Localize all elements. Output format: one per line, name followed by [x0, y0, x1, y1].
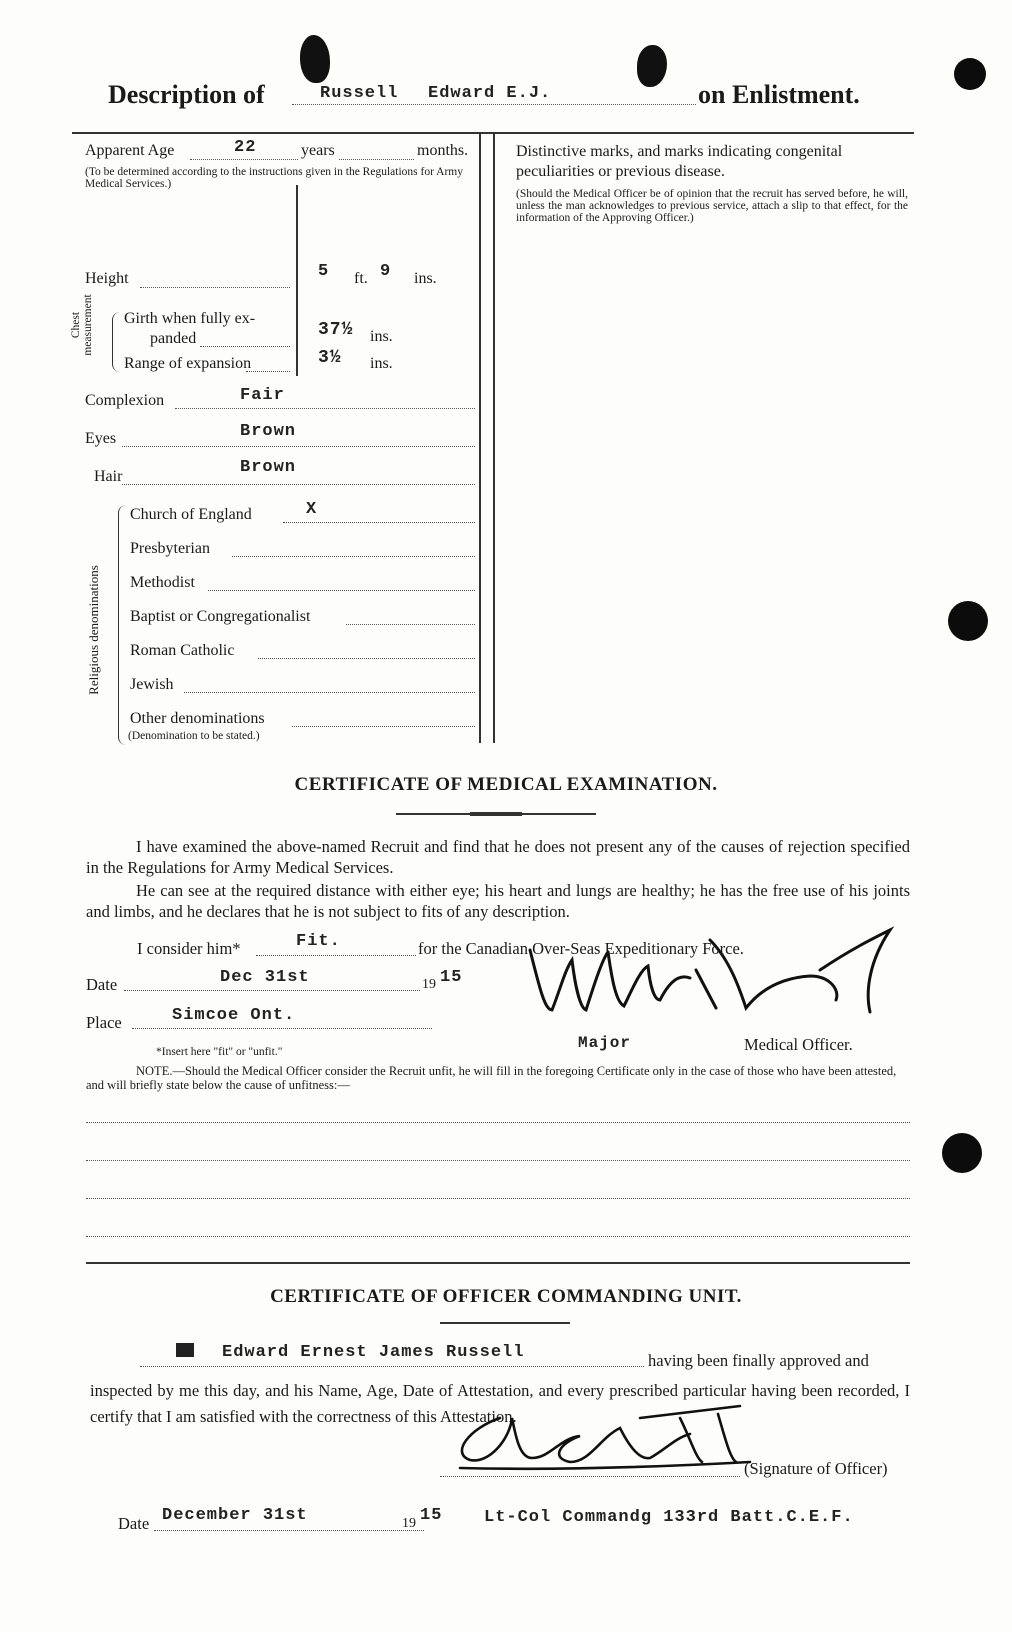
chest-measurement-label: Chest measurement [70, 294, 94, 356]
unfitness-line [86, 1236, 910, 1237]
girth-value: 37½ [318, 320, 354, 340]
religion-jewish: Jewish [130, 676, 174, 693]
religion-line [283, 522, 475, 523]
height-line [140, 287, 290, 288]
range-value: 3½ [318, 348, 342, 368]
column-divider [493, 133, 495, 743]
title-rule [440, 1322, 570, 1324]
medical-officer-label: Medical Officer. [744, 1035, 853, 1054]
eyes-line [122, 446, 475, 447]
years-label: years [298, 142, 338, 160]
struck-initial [176, 1343, 194, 1363]
header-name-line [292, 104, 696, 105]
header-on-enlistment: on Enlistment. [698, 80, 860, 109]
commanding-date-line [154, 1530, 424, 1531]
distinctive-marks-heading: Distinctive marks, and marks indicating congenital peculiarities or previous disease. [516, 143, 843, 180]
complexion-value: Fair [240, 386, 285, 405]
fitness-value: Fit. [296, 932, 341, 951]
chest-brace [112, 312, 121, 372]
religion-methodist: Methodist [130, 574, 195, 591]
distinctive-marks-note: (Should the Medical Officer be of opinion that the recruit has served before, he will, unless the man acknowledges to previous service, attach a slip to that effect, for the information of the Approving Officer.) [516, 188, 908, 224]
medical-year-value: 15 [440, 968, 463, 987]
ins-label: ins. [414, 270, 437, 287]
unfitness-line [86, 1122, 910, 1123]
religion-line [346, 624, 475, 625]
punch-hole [954, 58, 986, 90]
commanding-year-value: 15 [420, 1506, 443, 1525]
left-values-line [479, 133, 481, 743]
inspection-paragraph: inspected by me this day, and his Name, Age, Date of Attestation, and every prescribed particular having been recorded, I certify that I am satisfied with the correctness of this Attestation. [90, 1381, 910, 1426]
religion-line [292, 726, 475, 727]
header-title: Description of [108, 80, 265, 109]
apparent-age-label: Apparent Age [85, 142, 175, 159]
unfitness-line [86, 1198, 910, 1199]
commanding-date-label: Date [118, 1514, 150, 1533]
place-label: Place [86, 1013, 122, 1032]
eyes-label: Eyes [85, 430, 117, 447]
range-label: Range of expansion [124, 355, 252, 372]
medical-paragraph-2: He can see at the required distance with either eye; his heart and lungs are healthy; he has the free use of his joints and limbs, and he declares that he is not subject to fits of any description. [86, 881, 910, 921]
age-note: (To be determined according to the instructions given in the Regulations for Army Medical Services.) [85, 166, 463, 190]
religion-line [208, 590, 475, 591]
insert-note: *Insert here "fit" or "unfit." [156, 1046, 283, 1058]
header-given-names: Edward E.J. [428, 84, 552, 103]
months-label: months. [417, 142, 469, 159]
signature-line [440, 1476, 740, 1477]
medical-date-label: Date [86, 975, 118, 994]
hair-line [122, 484, 475, 485]
religion-line [184, 692, 475, 693]
title-rule-thick [470, 812, 522, 816]
religion-presbyterian: Presbyterian [130, 540, 210, 557]
punch-hole [942, 1133, 982, 1173]
command-title-value: Lt-Col Commandg 133rd Batt.C.E.F. [484, 1508, 854, 1527]
medical-officer-signature [520, 930, 900, 1030]
girth-label-1: Girth when fully ex- [124, 310, 256, 327]
hair-label: Hair [94, 468, 123, 485]
force-label: for the Canadian Over-Seas Expeditionary Force. [418, 939, 744, 958]
place-value: Simcoe Ont. [172, 1006, 296, 1025]
range-line [246, 371, 290, 372]
religion-line [232, 556, 475, 557]
consider-line [256, 955, 416, 956]
medical-year-prefix: 19 [422, 977, 436, 992]
girth-line [200, 346, 290, 347]
values-column-line [296, 185, 298, 376]
hair-value: Brown [240, 458, 297, 477]
unfitness-line [86, 1160, 910, 1161]
range-ins-label: ins. [370, 355, 393, 372]
unfitness-note: NOTE.—Should the Medical Officer consider the Recruit unfit, he will fill in the foregoing Certificate only in the case of those who have been attested, and will briefly state below the cause of unfitness:— [86, 1064, 897, 1092]
height-ft-value: 5 [318, 262, 330, 281]
religion-baptist: Baptist or Congregationalist [130, 608, 311, 625]
header-surname: Russell [320, 84, 399, 103]
medical-paragraph-1: I have examined the above-named Recruit and find that he does not present any of the causes of rejection specified in the Regulations for Army Medical Services. [86, 837, 910, 877]
ink-blot [300, 35, 330, 83]
name-line [140, 1366, 644, 1367]
ink-blot [637, 45, 667, 87]
height-in-value: 9 [380, 262, 392, 281]
age-value: 22 [234, 138, 257, 157]
place-line [132, 1028, 432, 1029]
religion-roman-catholic: Roman Catholic [130, 642, 235, 659]
recruit-full-name: Edward Ernest James Russell [222, 1343, 525, 1362]
commanding-certificate-title: CERTIFICATE OF OFFICER COMMANDING UNIT. [270, 1286, 742, 1307]
medical-date-value: Dec 31st [220, 968, 310, 987]
consider-label: I consider him* [137, 939, 241, 958]
eyes-value: Brown [240, 422, 297, 441]
religion-mark: X [306, 500, 318, 519]
struck-mark [176, 1343, 194, 1357]
section-divider [86, 1262, 910, 1264]
ft-label: ft. [354, 270, 368, 287]
complexion-label: Complexion [85, 392, 165, 409]
rank-value: Major [578, 1034, 632, 1052]
girth-ins-label: ins. [370, 328, 393, 345]
religion-church-of-england: Church of England [130, 506, 252, 523]
height-label: Height [85, 270, 129, 287]
commanding-date-value: December 31st [162, 1506, 308, 1525]
medical-date-line [124, 990, 420, 991]
complexion-line [175, 408, 475, 409]
punch-hole [948, 601, 988, 641]
religion-brace [118, 505, 127, 745]
medical-certificate-title: CERTIFICATE OF MEDICAL EXAMINATION. [294, 774, 718, 795]
religious-denominations-label: Religious denominations [86, 565, 101, 695]
girth-label-2: panded [150, 330, 197, 347]
religion-line [258, 658, 475, 659]
denomination-note: (Denomination to be stated.) [128, 730, 260, 742]
commanding-year-prefix: 19 [402, 1516, 416, 1531]
approved-text: having been finally approved and [648, 1351, 869, 1370]
signature-of-officer-label: (Signature of Officer) [744, 1459, 888, 1478]
commanding-officer-signature [440, 1398, 760, 1478]
religion-other: Other denominations [130, 710, 265, 727]
